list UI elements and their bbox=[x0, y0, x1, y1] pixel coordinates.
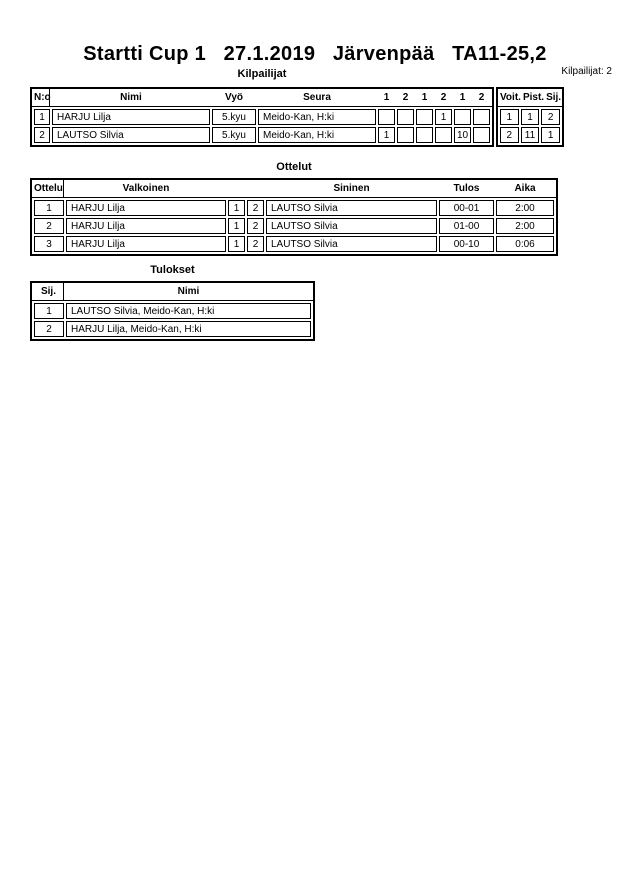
cell-match-no: 1 bbox=[34, 200, 64, 216]
competitors-table bbox=[30, 87, 494, 147]
col-header-club: Seura bbox=[303, 92, 331, 103]
cell-score-3 bbox=[416, 127, 433, 143]
cell-place: 1 bbox=[541, 127, 560, 143]
cell-name: HARJU Lilja, Meido-Kan, H:ki bbox=[66, 321, 311, 337]
cell-score-4 bbox=[435, 127, 452, 143]
col-header-place: Sij. bbox=[546, 92, 562, 103]
col-header-wins: Voit. bbox=[500, 92, 521, 103]
cell-place: 1 bbox=[34, 303, 64, 319]
matches-table-body bbox=[32, 198, 556, 254]
cell-name: LAUTSO Silvia bbox=[52, 127, 210, 143]
competitors-table-group bbox=[30, 87, 564, 147]
cell-score-2 bbox=[397, 127, 414, 143]
cell-match-no: 3 bbox=[34, 236, 64, 252]
cell-wins: 1 bbox=[500, 109, 519, 125]
cell-points: 1 bbox=[521, 109, 540, 125]
competitors-section-title: Kilpailijat bbox=[237, 68, 287, 80]
standings-row bbox=[500, 127, 560, 143]
cell-name: LAUTSO Silvia, Meido-Kan, H:ki bbox=[66, 303, 311, 319]
col-header-blue-number bbox=[247, 180, 264, 197]
cell-club: Meido-Kan, H:ki bbox=[258, 109, 376, 125]
cell-blue-number: 2 bbox=[247, 200, 264, 216]
cell-match-no: 2 bbox=[34, 218, 64, 234]
cell-white-name: HARJU Lilja bbox=[66, 218, 226, 234]
matches-table bbox=[30, 178, 558, 256]
results-table-body bbox=[32, 301, 313, 339]
cell-blue-number: 2 bbox=[247, 218, 264, 234]
cell-no: 2 bbox=[34, 127, 50, 143]
competitors-count-label: Kilpailijat: 2 bbox=[561, 66, 612, 77]
col-header-blue: Sininen bbox=[333, 183, 370, 194]
results-section-title: Tulokset bbox=[150, 264, 195, 276]
cell-name: HARJU Lilja bbox=[52, 109, 210, 125]
competitor-row bbox=[34, 127, 490, 143]
cell-score-6 bbox=[473, 127, 490, 143]
cell-blue-number: 2 bbox=[247, 236, 264, 252]
col-header-points: Pist. bbox=[522, 92, 545, 103]
cell-club: Meido-Kan, H:ki bbox=[258, 127, 376, 143]
cell-score-5 bbox=[454, 109, 471, 125]
standings-table-header bbox=[498, 89, 562, 107]
cell-no: 1 bbox=[34, 109, 50, 125]
col-header-score-1: 1 bbox=[383, 92, 390, 103]
col-header-score-2: 2 bbox=[402, 92, 409, 103]
competitors-table-body bbox=[32, 107, 492, 145]
col-header-match: Ottelu bbox=[34, 180, 64, 197]
cell-time: 0:06 bbox=[496, 236, 554, 252]
col-header-belt: Vyö bbox=[225, 92, 243, 103]
cell-white-number: 1 bbox=[228, 218, 245, 234]
cell-points: 11 bbox=[521, 127, 540, 143]
col-header-no: N:o bbox=[34, 89, 50, 106]
cell-result: 01-00 bbox=[439, 218, 494, 234]
page-title: Startti Cup 1 27.1.2019 Järvenpää TA11-25,2 bbox=[83, 43, 547, 65]
cell-score-1 bbox=[378, 109, 395, 125]
cell-score-6 bbox=[473, 109, 490, 125]
col-header-score-4: 2 bbox=[440, 92, 447, 103]
cell-score-2 bbox=[397, 109, 414, 125]
cell-score-5: 10 bbox=[454, 127, 471, 143]
cell-score-4: 1 bbox=[435, 109, 452, 125]
standings-table-body bbox=[498, 107, 562, 145]
col-header-name: Nimi bbox=[177, 286, 200, 297]
cell-place: 2 bbox=[541, 109, 560, 125]
col-header-time: Aika bbox=[514, 183, 536, 194]
cell-white-name: HARJU Lilja bbox=[66, 200, 226, 216]
cell-white-number: 1 bbox=[228, 200, 245, 216]
competitors-standings-table bbox=[496, 87, 564, 147]
cell-wins: 2 bbox=[500, 127, 519, 143]
cell-place: 2 bbox=[34, 321, 64, 337]
match-row bbox=[34, 236, 554, 252]
cell-score-3 bbox=[416, 109, 433, 125]
results-table bbox=[30, 281, 315, 341]
col-header-score-6: 2 bbox=[478, 92, 485, 103]
cell-white-number: 1 bbox=[228, 236, 245, 252]
cell-blue-name: LAUTSO Silvia bbox=[266, 236, 437, 252]
cell-belt: 5.kyu bbox=[212, 127, 256, 143]
cell-result: 00-01 bbox=[439, 200, 494, 216]
col-header-place: Sij. bbox=[34, 283, 64, 300]
col-header-white-number bbox=[228, 180, 245, 197]
result-row bbox=[34, 321, 311, 337]
cell-blue-name: LAUTSO Silvia bbox=[266, 200, 437, 216]
col-header-white: Valkoinen bbox=[122, 183, 170, 194]
match-row bbox=[34, 200, 554, 216]
col-header-score-5: 1 bbox=[459, 92, 466, 103]
cell-time: 2:00 bbox=[496, 200, 554, 216]
cell-score-1: 1 bbox=[378, 127, 395, 143]
col-header-name: Nimi bbox=[120, 92, 142, 103]
col-header-result: Tulos bbox=[453, 183, 480, 194]
cell-time: 2:00 bbox=[496, 218, 554, 234]
result-row bbox=[34, 303, 311, 319]
standings-row bbox=[500, 109, 560, 125]
cell-result: 00-10 bbox=[439, 236, 494, 252]
competitor-row bbox=[34, 109, 490, 125]
cell-blue-name: LAUTSO Silvia bbox=[266, 218, 437, 234]
cell-white-name: HARJU Lilja bbox=[66, 236, 226, 252]
cell-belt: 5.kyu bbox=[212, 109, 256, 125]
matches-section-title: Ottelut bbox=[276, 161, 312, 173]
col-header-score-3: 1 bbox=[421, 92, 428, 103]
results-table-header bbox=[32, 283, 313, 301]
competitors-table-header bbox=[32, 89, 492, 107]
match-row bbox=[34, 218, 554, 234]
matches-table-header bbox=[32, 180, 556, 198]
